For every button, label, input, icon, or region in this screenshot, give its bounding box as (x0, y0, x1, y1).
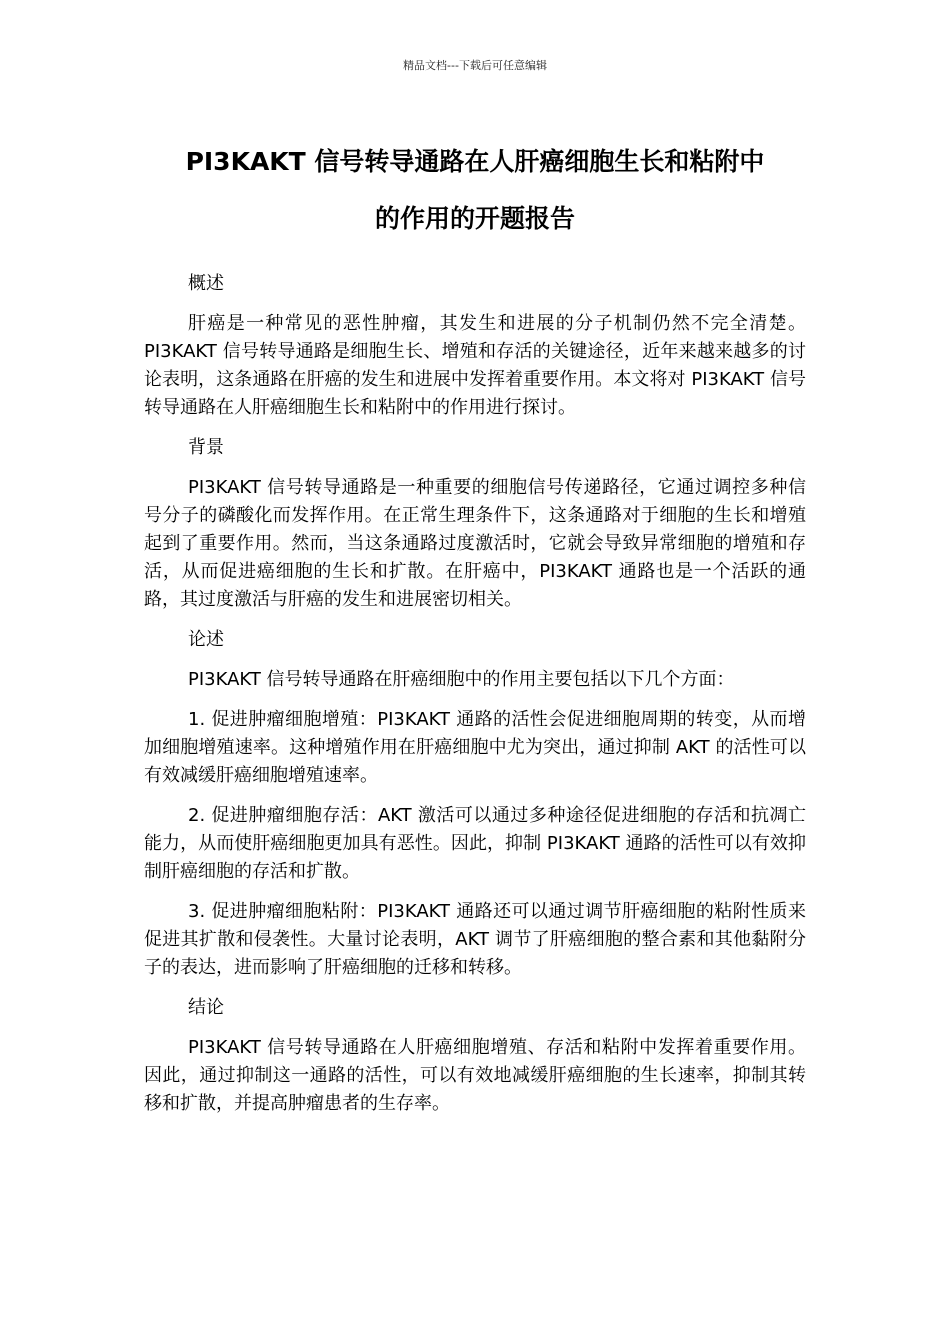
section-heading-discussion: 论述 (188, 629, 224, 650)
list-item: 2. 促进肿瘤细胞存活：AKT 激活可以通过多种途径促进细胞的存活和抗凋亡能力，从而使肝癌细胞更加具有恶性。因此，抑制 PI3KAKT 通路的活性可以有效抑制肝癌细胞的存活和扩散。 (144, 805, 806, 882)
document-title (120, 133, 830, 247)
document-body (144, 270, 806, 1130)
paragraph-overview: 肝癌是一种常见的恶性肿瘤，其发生和进展的分子机制仍然不完全清楚。PI3KAKT 信号转导通路是细胞生长、增殖和存活的关键途径，近年来越来越多的讨论表明，这条通路在肝癌的发生和进展中发挥着重要作用。本文将对 PI3KAKT 信号转导通路在人肝癌细胞生长和粘附中的作用进行探讨。 (144, 313, 806, 418)
paragraph-background: PI3KAKT 信号转导通路是一种重要的细胞信号传递路径，它通过调控多种信号分子的磷酸化而发挥作用。在正常生理条件下，这条通路对于细胞的生长和增殖起到了重要作用。然而，当这条通路过度激活时，它就会导致异常细胞的增殖和存活，从而促进癌细胞的生长和扩散。在肝癌中，PI3KAKT 通路也是一个活跃的通路，其过度激活与肝癌的发生和进展密切相关。 (144, 477, 806, 610)
list-item: 1. 促进肿瘤细胞增殖：PI3KAKT 通路的活性会促进细胞周期的转变，从而增加细胞增殖速率。这种增殖作用在肝癌细胞中尤为突出，通过抑制 AKT 的活性可以有效减缓肝癌细胞增殖速率。 (144, 709, 806, 786)
title-line-2: 的作用的开题报告 (374, 204, 575, 233)
title-line-1: PI3KAKT 信号转导通路在人肝癌细胞生长和粘附中 (185, 147, 765, 176)
header-note: 精品文档---下载后可任意编辑 (403, 59, 547, 72)
section-heading-conclusion: 结论 (188, 997, 224, 1018)
section-heading-overview: 概述 (188, 273, 224, 294)
paragraph-discussion-intro: PI3KAKT 信号转导通路在肝癌细胞中的作用主要包括以下几个方面： (188, 669, 735, 690)
paragraph-conclusion: PI3KAKT 信号转导通路在人肝癌细胞增殖、存活和粘附中发挥着重要作用。因此，通过抑制这一通路的活性，可以有效地减缓肝癌细胞的生长速率，抑制其转移和扩散，并提高肿瘤患者的生存率。 (144, 1037, 806, 1114)
list-item: 3. 促进肿瘤细胞粘附：PI3KAKT 通路还可以通过调节肝癌细胞的粘附性质来促进其扩散和侵袭性。大量讨论表明，AKT 调节了肝癌细胞的整合素和其他黏附分子的表达，进而影响了肝癌细胞的迁移和转移。 (144, 901, 806, 978)
section-heading-background: 背景 (188, 437, 224, 458)
